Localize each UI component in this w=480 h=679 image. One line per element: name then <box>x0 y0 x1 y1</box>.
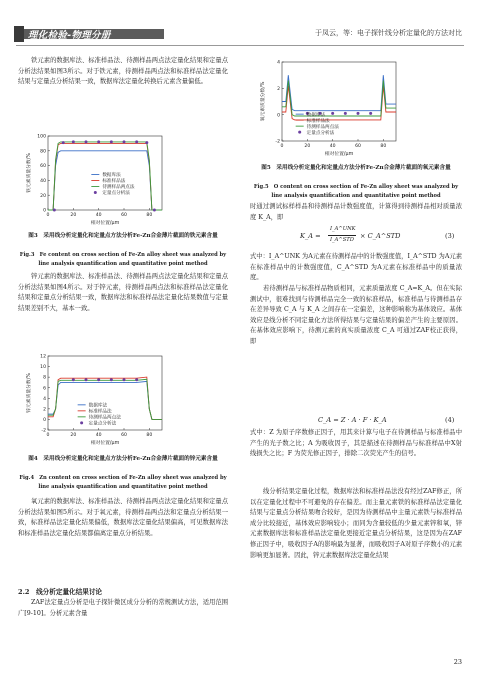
y-axis-label: 铁元素质量分数/% <box>27 153 32 193</box>
legend-label: 定量点分析法 <box>88 421 117 427</box>
data-point <box>145 141 148 144</box>
x-tick-label: 20 <box>70 213 77 218</box>
x-axis-label: 相对位置/μm <box>90 221 120 226</box>
series-line <box>282 86 396 120</box>
data-point <box>97 378 100 381</box>
y-tick-label: 0 <box>43 208 46 214</box>
y-tick-label: 12 <box>40 354 46 360</box>
y-tick-label: 60 <box>40 164 46 170</box>
y-tick-label: 6 <box>43 386 46 392</box>
series-line <box>282 75 396 111</box>
data-point <box>135 140 138 143</box>
equation-3 <box>300 226 460 248</box>
x-tick-label: 0 <box>46 213 50 218</box>
eq3-denominator: I_A^STD <box>330 237 354 243</box>
legend-marker <box>298 131 301 134</box>
data-point <box>72 140 75 143</box>
legend-label: 数据库法 <box>306 112 326 118</box>
data-point <box>344 112 347 115</box>
data-point <box>72 378 75 381</box>
y-tick-label: 0 <box>277 113 280 119</box>
running-title: 于凤云，等：电子探针线分析定量化的方法对比 <box>315 29 462 37</box>
eq3-fraction-bar <box>328 235 356 236</box>
data-point <box>123 378 126 381</box>
data-point <box>135 378 138 381</box>
legend-label: 定量点分析法 <box>102 191 130 197</box>
page-number: 23 <box>453 658 462 666</box>
left-para-3: 氧元素的数据库法、标准样品法、待测样品两点法定量化结果和定量点分析法结果如图5所示。对于氧元素，待测样品两点法和定量点分析结果一致，标准样品法定量化结果偏低，数据库法定量化结果偏高，可见数据库法和标准样品法定量化结果都偏离定量点分析结果。 <box>18 498 228 537</box>
header-divider <box>16 45 464 46</box>
data-point <box>110 140 113 143</box>
eq3-tail: × C_A^STD <box>360 232 401 240</box>
x-tick-label: 20 <box>70 433 77 438</box>
x-tick-label: 60 <box>355 144 361 149</box>
legend-label: 数据库法 <box>102 173 121 179</box>
y-tick-label: 4 <box>43 396 46 402</box>
data-point <box>97 140 100 143</box>
legend-label: 标准样品法 <box>102 179 126 185</box>
eq3-number: (3) <box>445 232 455 240</box>
legend-label: 待测样品两点法 <box>306 124 339 130</box>
y-tick-label: 2 <box>43 407 46 413</box>
data-point <box>62 141 65 144</box>
journal-logo-text: 理化检验-物理分册 <box>28 30 111 41</box>
left-para-1: 铁元素的数据库法、标准样品法、待测样品两点法定量化结果和定量点分析法结果如图3所示。对于铁元素，待测样品两点法和标准样品法定量化结果与定量点分析结果一致，数据库法定量化转换后元素含量偏低。 <box>18 57 228 86</box>
data-point <box>85 140 88 143</box>
legend-marker <box>94 191 97 194</box>
x-tick-label: 0 <box>280 144 284 149</box>
data-point <box>153 209 156 212</box>
y-axis-label: 氧元素质量分数/% <box>261 81 266 122</box>
legend-label: 待测样品两点法 <box>102 185 135 191</box>
legend-label: 标准样品法 <box>306 118 330 124</box>
figure-3-caption-en: Fig.3 Fe content on cross section of Fe-Zn alloy sheet was analyzed by line analysis quantification and quantitative point method <box>19 252 227 267</box>
y-tick-label: 2 <box>277 86 280 92</box>
data-point <box>357 112 360 115</box>
right-para-4: 式中：Z 为原子序数修正因子，用其来计算与电子在待测样品与标准样品中产生的光子数之比；A 为吸收因子，其是描述在待测样品与标准样品中X射线损失之比；F 为荧光修正因子，排除二次荧光产生的信号。 <box>250 429 462 458</box>
y-axis-label: 锌元素质量分数/% <box>27 373 32 413</box>
legend-marker <box>80 421 83 424</box>
data-point <box>53 209 56 212</box>
right-para-5: 线分析结果定量化过程，数据库法和标准样品法没有经过ZAF修正，所以在定量化过程中不可避免的存在偏差。而主量元素铁的标准样品法定量化结果与定量点分析结果吻合较好，是因为待测样品中主量元素铁与标准样品成分比较接近，基体效应影响较小；而同为含量较低的少量元素锌和氧，锌元素数据库法和标准样品法定量化更接近定量点分析结果，这是因为在ZAF修正因子中，吸收因子A的影响最为显著，而吸收因子A对原子序数小的元素影响更加显著。因此，锌元素数据库法定量化结果 <box>250 488 462 559</box>
x-tick-label: 60 <box>121 213 127 218</box>
left-para-4: ZAF法定量点分析是电子探针微区成分分析的常规测试方法，适用范围广[9-10]。分析元素含量 <box>18 599 228 617</box>
y-tick-label: 4 <box>277 60 280 66</box>
eq3-numerator: I_A^UNK <box>330 226 356 232</box>
right-para-1: 时通过测试标样样品和待测样品计数强度值，计算得到待测样品相对质量浓度 K_A，即 <box>250 203 462 221</box>
section-heading-2-2: 2.2 线分析定量化结果讨论 <box>18 588 103 596</box>
y-tick-label: 80 <box>40 149 46 155</box>
figure-4-caption-cn: 图4 采用线分析定量化和定量点方法分析Fe-Zn合金薄片截面的锌元素含量 <box>28 456 218 462</box>
x-axis-label: 相对位置/μm <box>324 152 354 157</box>
figure-5-caption-cn: 图5 采用线分析定量化和定量点方法分析Fe-Zn合金薄片截面的氧元素含量 <box>261 165 451 171</box>
figure-4-caption-en: Fig.4 Zn content on cross section of Fe-Zn alloy sheet was analyzed by line analysis quantification and quantitative point method <box>19 475 227 490</box>
figure-4-chart <box>22 350 222 450</box>
data-point <box>369 112 372 115</box>
left-para-2: 锌元素的数据库法、标准样品法、待测样品两点法定量化结果和定量点分析法结果如图4所示。对于锌元素，待测样品两点法和标准样品法定量化结果和定量点分析结果一致，数据库法和标准样品法定量化结果数值与定量结果差别不大，基本一致。 <box>18 273 228 312</box>
x-tick-label: 0 <box>46 433 50 438</box>
data-point <box>110 378 113 381</box>
y-tick-label: 20 <box>40 193 46 199</box>
legend-label: 待测样品两点法 <box>88 415 121 421</box>
logo-mark <box>14 26 24 42</box>
figure-3-caption-cn: 图3 采用线分析定量化和定量点方法分析Fe-Zn合金薄片截面的铁元素含量 <box>28 233 218 239</box>
legend-label: 标准样品法 <box>88 409 112 415</box>
right-para-3: 若待测样品与标准样品物质相同，元素质量浓度 C_A=K_A。但在实际测试中，很难找到与待测样品完全一致的标准样品，标准样品与待测样品存在差异导致 C_A 与 K_A 之间存在一定偏差，这种影响称为基体效应。基体效应是线分析不同定量化方法所得结果与定量结果的偏差产生的主要原因。在基体效应影响下，待测元素的真实质量浓度 C_A 可通过ZAF校正获得，即 <box>250 285 462 345</box>
y-tick-label: -2 <box>41 428 46 434</box>
journal-logo <box>16 26 164 42</box>
legend-label: 定量点分析法 <box>306 130 335 136</box>
x-axis-label: 相对位置/μm <box>90 441 120 446</box>
x-tick-label: 80 <box>146 213 153 218</box>
y-tick-label: 40 <box>40 179 46 184</box>
y-tick-label: 8 <box>43 375 46 381</box>
right-para-2: 式中：I_A^UNK 为A元素在待测样品中的计数强度值，I_A^STD 为A元素在标准样品中的计数强度值，C_A^STD 为A元素在标准样品中的质量浓度。 <box>250 253 462 282</box>
x-tick-label: 20 <box>304 144 311 149</box>
data-point <box>85 378 88 381</box>
data-point <box>123 140 126 143</box>
legend-label: 数据库法 <box>88 403 108 409</box>
y-tick-label: 10 <box>40 365 46 371</box>
eq4-number: (4) <box>445 416 455 424</box>
figure-5-caption-en: Fig.5 O content on cross section of Fe-Zn alloy sheet was analyzed by line analysis quantification and quantitative point method <box>253 184 459 199</box>
y-tick-label: 0 <box>43 418 46 424</box>
x-tick-label: 40 <box>329 144 336 149</box>
plot-frame <box>282 62 396 141</box>
equation-4: C_A = Z · A · F · K_A <box>318 416 387 424</box>
x-tick-label: 60 <box>121 433 127 438</box>
x-tick-label: 40 <box>95 213 102 218</box>
figure-3-chart <box>22 130 222 230</box>
y-tick-label: -2 <box>275 139 280 145</box>
y-tick-label: 100 <box>37 134 46 140</box>
x-tick-label: 80 <box>146 433 153 438</box>
data-point <box>331 112 334 115</box>
eq3-lhs: K_A = <box>300 232 321 240</box>
x-tick-label: 80 <box>380 144 387 149</box>
x-tick-label: 40 <box>95 433 102 438</box>
figure-5-chart <box>256 56 456 161</box>
